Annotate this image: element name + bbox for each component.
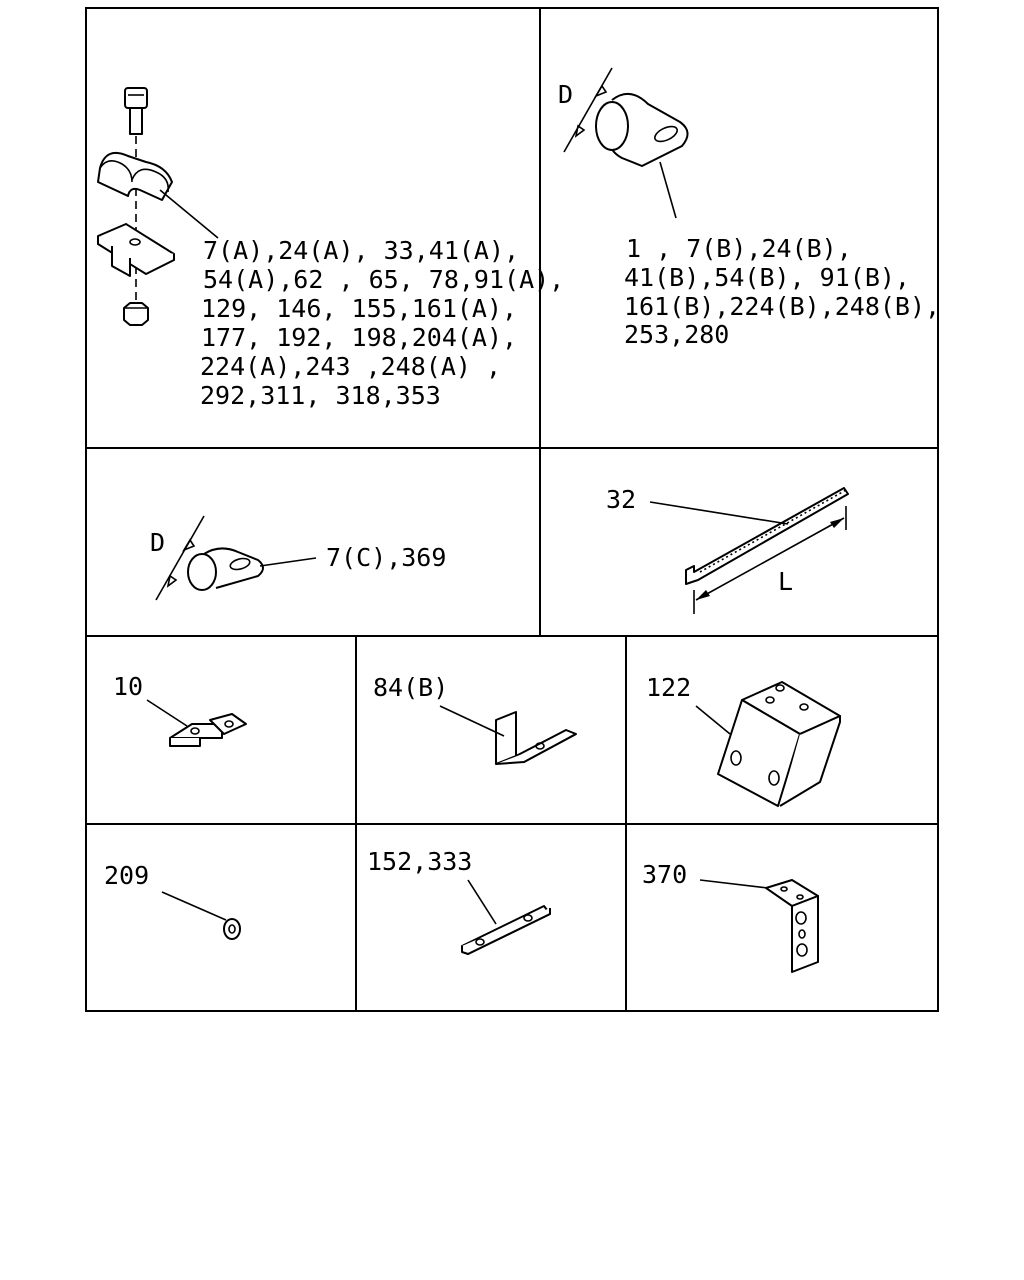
clamp-a-label-line-1: 7(A),24(A), 33,41(A), [203, 236, 520, 265]
leader-line [700, 880, 768, 888]
clamp-a-label-line-4: 177, 192, 198,204(A), [201, 323, 518, 352]
bracket-84b-label: 84(B) [373, 673, 449, 702]
band-32-dim-label: L [778, 567, 794, 596]
cable-tie-icon [686, 488, 848, 584]
leader-line [147, 700, 187, 726]
clamp-b-label-line-2: 41(B),54(B), 91(B), [624, 263, 910, 292]
clamp-c-label: 7(C),369 [326, 543, 447, 572]
clamp-c-cell [150, 516, 446, 600]
nut-icon [124, 303, 148, 325]
bracket-10-cell [113, 672, 246, 746]
band-32-label: 32 [606, 485, 637, 514]
clamp-c-dim-label: D [150, 528, 166, 557]
flat-plate-icon [462, 906, 550, 954]
clamp-a-label-line-3: 129, 146, 155,161(A), [201, 294, 518, 323]
p-clamp-icon [596, 94, 688, 166]
bracket-icon [170, 714, 246, 746]
washer-icon [224, 919, 240, 939]
bracket-122-label: 122 [646, 673, 692, 702]
clamp-a-cell [98, 88, 564, 410]
clamp-b-label-line-1: 1 , 7(B),24(B), [626, 234, 852, 263]
clamp-b-label-line-4: 253,280 [624, 320, 730, 349]
p-clamp-icon [188, 548, 263, 590]
leader-line [468, 880, 496, 924]
leader-line [660, 162, 676, 218]
leader-line [650, 502, 788, 524]
bracket-84b-cell [373, 673, 576, 764]
l-bracket-icon [766, 880, 818, 972]
split-clamp-icon [98, 153, 172, 200]
clamp-b-dim-label: D [558, 80, 574, 109]
leader-line [162, 892, 226, 920]
leader-line [440, 706, 504, 736]
clamp-a-label-line-5: 224(A),243 ,248(A) , [200, 352, 502, 381]
washer-209-cell [104, 861, 240, 939]
bracket-370-label: 370 [642, 860, 688, 889]
bracket-10-label: 10 [113, 672, 144, 701]
clamp-a-label-line-6: 292,311, 318,353 [200, 381, 441, 410]
clamp-b-label-line-3: 161(B),224(B),248(B), [624, 292, 941, 321]
leader-line [160, 190, 218, 238]
leader-line [696, 706, 730, 734]
bracket-370-cell [642, 860, 818, 972]
clamp-b-cell [558, 68, 940, 349]
plate-152-cell [367, 847, 550, 954]
bracket-122-cell [646, 673, 840, 806]
angle-bracket-icon [496, 712, 576, 764]
base-plate-icon [98, 224, 174, 276]
clamp-a-label-line-2: 54(A),62 , 65, 78,91(A), [203, 265, 565, 294]
washer-209-label: 209 [104, 861, 150, 890]
band-32-cell [606, 485, 848, 614]
angle-bracket-icon [718, 682, 840, 806]
plate-152-label: 152,333 [367, 847, 473, 876]
leader-line [260, 558, 316, 566]
